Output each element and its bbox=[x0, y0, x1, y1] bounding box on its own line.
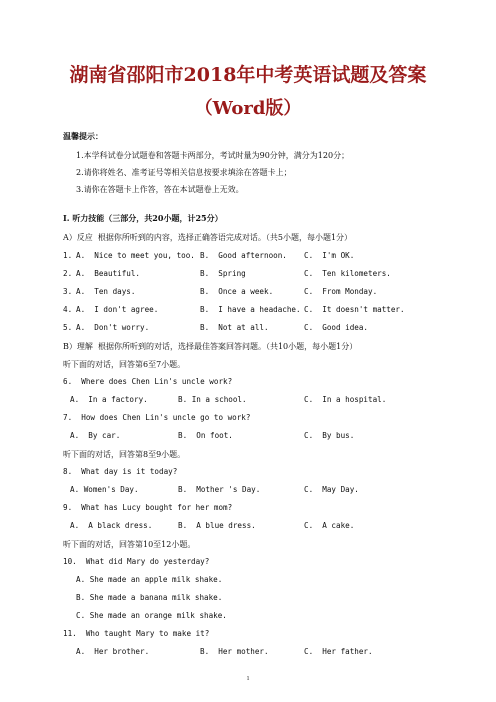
option-c: C. May Day. bbox=[304, 485, 359, 494]
section-heading: Ⅰ. 听力技能（三部分，共20小题，计25分） bbox=[63, 213, 223, 223]
option-c: C. Her father. bbox=[304, 647, 373, 656]
option-c: C. By bus. bbox=[304, 431, 355, 440]
document-subtitle: （Word版） bbox=[194, 98, 302, 119]
option-a: A. I don't agree. bbox=[76, 305, 159, 314]
question-text: 11. Who taught Mary to make it? bbox=[63, 629, 210, 638]
option-a: A. Beautiful. bbox=[76, 269, 141, 278]
option-a: A. Women's Day. bbox=[70, 485, 139, 494]
question-text: 8. What day is it today? bbox=[63, 467, 178, 476]
option-c: C. She made an orange milk shake. bbox=[76, 611, 227, 620]
option-a: A. A black dress. bbox=[70, 521, 153, 530]
option-a: A. Ten days. bbox=[76, 287, 136, 296]
option-c: C. In a hospital. bbox=[304, 395, 387, 404]
question-number: 1. bbox=[63, 251, 73, 260]
option-b: B. I have a headache. bbox=[200, 305, 301, 314]
question-number: 3. bbox=[63, 287, 73, 296]
option-c: C. It doesn't matter. bbox=[304, 305, 405, 314]
option-a: A. In a factory. bbox=[70, 395, 148, 404]
question-number: 5. bbox=[63, 323, 73, 332]
option-b: B. Mother 's Day. bbox=[178, 485, 261, 494]
option-b: B. On foot. bbox=[178, 431, 233, 440]
question-text: 9. What has Lucy bought for her mom? bbox=[63, 503, 233, 512]
question-text: 6. Where does Chen Lin's uncle work? bbox=[63, 377, 233, 386]
listen-instruction: 听下面的对话，回答第6至7小题。 bbox=[63, 360, 186, 369]
document-title: 湖南省邵阳市2018年中考英语试题及答案 bbox=[69, 64, 427, 86]
option-b: B. Spring bbox=[200, 269, 246, 278]
option-c: C. From Monday. bbox=[304, 287, 378, 296]
option-b: B. She made a banana milk shake. bbox=[76, 593, 223, 602]
question-text: 7. How does Chen Lin's uncle go to work? bbox=[63, 413, 251, 422]
question-number: 4. bbox=[63, 305, 73, 314]
option-a: A. Nice to meet you, too. bbox=[76, 251, 195, 260]
option-a: A. Her brother. bbox=[76, 647, 150, 656]
question-text: 10. What did Mary do yesterday? bbox=[63, 557, 210, 566]
tips-heading: 温馨提示： bbox=[63, 131, 103, 141]
option-b: B. Once a week. bbox=[200, 287, 274, 296]
option-c: C. I'm OK. bbox=[304, 251, 355, 260]
question-number: 2. bbox=[63, 269, 73, 278]
option-b: B. A blue dress. bbox=[178, 521, 256, 530]
part-a-instructions: A）反应 根据你所听到的内容，选择正确答语完成对话。（共5小题，每小题1分） bbox=[63, 233, 353, 242]
option-b: B. Her mother. bbox=[200, 647, 269, 656]
option-c: C. Good idea. bbox=[304, 323, 369, 332]
listen-instruction: 听下面的对话，回答第10至12小题。 bbox=[63, 540, 196, 549]
option-c: C. Ten kilometers. bbox=[304, 269, 391, 278]
option-a: A. She made an apple milk shake. bbox=[76, 575, 223, 584]
option-b: B. Good afternoon. bbox=[200, 251, 287, 260]
tip-1: 1.本学科试卷分试题卷和答题卡两部分，考试时量为90分钟，满分为120分； bbox=[76, 151, 350, 160]
option-c: C. A cake. bbox=[304, 521, 355, 530]
option-b: B. In a school. bbox=[178, 395, 247, 404]
option-a: A. By car. bbox=[70, 431, 121, 440]
listen-instruction: 听下面的对话，回答第8至9小题。 bbox=[63, 450, 186, 459]
part-b-instructions: B）理解 根据你所听到的对话，选择最佳答案回答问题。（共10小题，每小题1分） bbox=[63, 342, 358, 351]
option-a: A. Don't worry. bbox=[76, 323, 150, 332]
page-number: 1 bbox=[246, 676, 250, 682]
tip-3: 3.请你在答题卡上作答，答在本试题卷上无效。 bbox=[76, 185, 244, 194]
option-b: B. Not at all. bbox=[200, 323, 269, 332]
tip-2: 2.请你将姓名、准考证号等相关信息按要求填涂在答题卡上； bbox=[76, 168, 292, 177]
